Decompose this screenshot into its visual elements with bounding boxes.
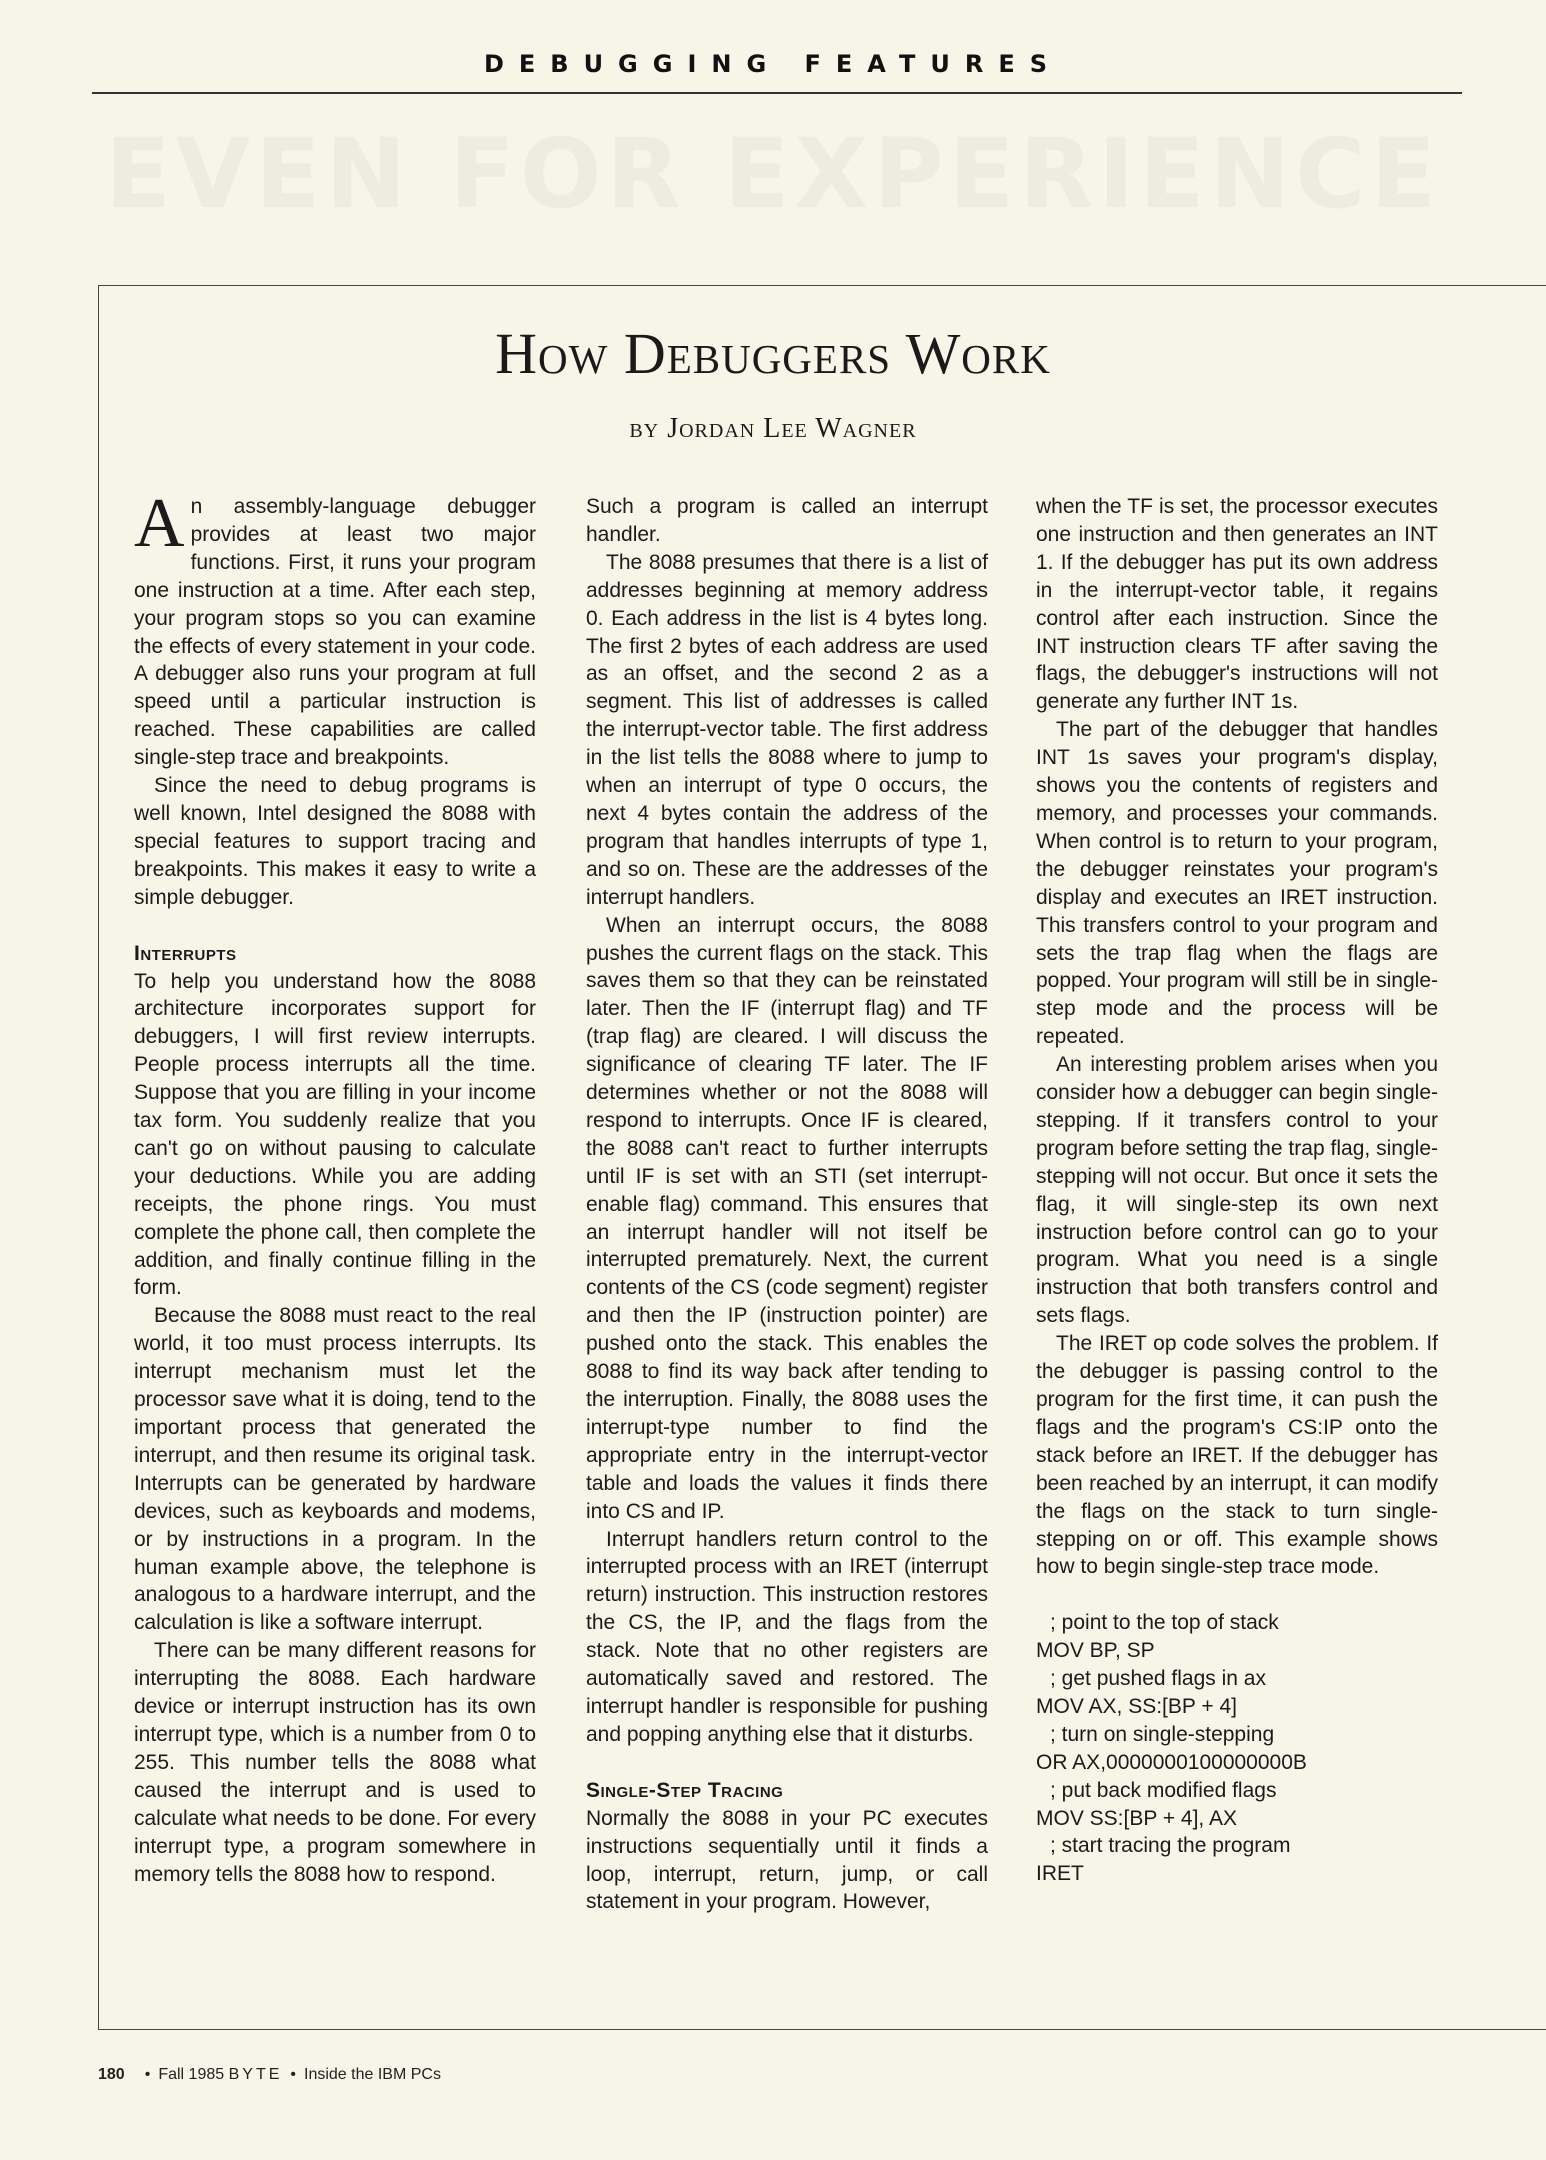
code-comment: ; get pushed flags in ax (1050, 1667, 1266, 1691)
text-column-1 (134, 485, 536, 1888)
paragraph: when the TF is set, the processor executes one instruction and then generates an INT 1. If the debugger has put its own address in the interrupt-vector table, it regains control after each instruction. Since the INT instruction clears TF after saving the flags, the debugger's instructions will not generate any further INT 1s. (1036, 495, 1438, 714)
kicker-rule (92, 92, 1462, 94)
footer-bullet: • (290, 2066, 296, 2083)
issue-date: Fall 1985 (158, 2066, 225, 2083)
code-line: IRET (1036, 1862, 1084, 1886)
ghost-bleed-through-text: EVEN FOR EXPERIENCE (105, 118, 1441, 230)
code-listing (1036, 1609, 1438, 1888)
paragraph: There can be many different reasons for interrupting the 8088. Each hardware device or interrupt instruction has its own interrupt type, which is a number from 0 to 255. This number tells the 8088 what caused the interrupt and is used to calculate what needs to be done. For every interrupt type, a program somewhere in memory tells the 8088 how to respond. (134, 1639, 536, 1886)
paragraph: To help you understand how the 8088 architecture incorporates support for debuggers, I will first review interrupts. People process interrupts all the time. Suppose that you are filling in your income tax form. You suddenly realize that you can't go on without pausing to calculate your deductions. While you are adding receipts, the phone rings. You must complete the phone call, then complete the addition, and finally continue filling in the form. (134, 969, 536, 1300)
text-column-2 (586, 493, 988, 1916)
page-footer (98, 2066, 441, 2084)
paragraph (134, 485, 536, 772)
paragraph: The 8088 presumes that there is a list of addresses beginning at memory address 0. Each address in the list is 4 bytes long. The first 2 bytes of each address are used as an offset, and the second 2 as a segment. This list of addresses is called the interrupt-vector table. The first address in the list tells the 8088 where to jump to when an interrupt of type 0 occurs, the next 4 bytes contain the address of the program that handles interrupts of type 1, and so on. These are the addresses of the interrupt handlers. (586, 550, 988, 909)
code-comment: ; start tracing the program (1050, 1834, 1291, 1858)
code-comment: ; turn on single-stepping (1050, 1722, 1275, 1746)
page-number: 180 (98, 2066, 125, 2083)
code-comment: ; point to the top of stack (1050, 1611, 1279, 1635)
paragraph-text: n assembly-language debugger provides at least two major functions. First, it runs your program one instruction at a time. After each step, your program stops so you can examine the effects of every statement in your code. A debugger also runs your program at full speed until a particular instruction is reached. These capabilities are called single-step trace and breakpoints. (134, 495, 536, 770)
issue-section: Inside the IBM PCs (304, 2066, 441, 2083)
article-title: How Debuggers Work (495, 321, 1051, 386)
code-comment: ; put back modified flags (1050, 1778, 1277, 1802)
section-heading-single-step-tracing: Single-Step Tracing (586, 1778, 784, 1802)
paragraph: Normally the 8088 in your PC executes instructions sequentially until it finds a loop, interrupt, return, jump, or call statement in your program. However, (586, 1806, 988, 1914)
paragraph: Interrupt handlers return control to the interrupted process with an IRET (interrupt return) instruction. This instruction restores the CS, the IP, and the flags from the stack. Note that no other registers are automatically saved and restored. The interrupt handler is responsible for pushing and popping anything else that it disturbs. (586, 1527, 988, 1746)
text-column-3 (1036, 493, 1438, 1888)
paragraph: Because the 8088 must react to the real world, it too must process interrupts. Its interrupt mechanism must let the processor save what it is doing, tend to the important process that generated the interrupt, and then resume its original task. Interrupts can be generated by hardware devices, such as keyboards and modems, or by instructions in a program. In the human example above, the telephone is analogous to a hardware interrupt, and the calculation is like a software interrupt. (134, 1304, 536, 1635)
paragraph: When an interrupt occurs, the 8088 pushes the current flags on the stack. This saves them so that they can be reinstated later. Then the IF (interrupt flag) and TF (trap flag) are cleared. I will discuss the significance of clearing TF later. The IF determines whether or not the 8088 will respond to interrupts. Once IF is cleared, the 8088 can't react to further interrupts until IF is set with an STI (set interrupt-enable flag) command. This ensures that an interrupt handler will not itself be interrupted prematurely. Next, the current contents of the CS (code segment) register and then the IP (instruction pointer) are pushed onto the stack. This enables the 8088 to find its way back after tending to the interruption. Finally, the 8088 uses the interrupt-type number to find the appropriate entry in the interrupt-vector table and loads the values it finds there into CS and IP. (586, 913, 988, 1523)
paragraph: Such a program is called an interrupt handler. (586, 495, 988, 546)
section-kicker: DEBUGGING FEATURES (483, 50, 1063, 78)
code-line: MOV BP, SP (1036, 1639, 1155, 1663)
paragraph: Since the need to debug programs is well known, Intel designed the 8088 with special features to support tracing and breakpoints. This makes it easy to write a simple debugger. (134, 774, 536, 909)
footer-bullet: • (144, 2066, 151, 2083)
paragraph: An interesting problem arises when you consider how a debugger can begin single-stepping. If it transfers control to your program before setting the trap flag, single-stepping will not occur. But once it sets the flag, it will single-step its own next instruction before control can go to your program. What you need is a single instruction that both transfers control and sets flags. (1036, 1053, 1438, 1328)
paragraph: The IRET op code solves the problem. If the debugger is passing control to the program for the first time, it can push the flags and the program's CS:IP onto the stack before an IRET. If the debugger has been reached by an interrupt, it can modify the flags on the stack to turn single-stepping on or off. This example shows how to begin single-step trace mode. (1036, 1332, 1438, 1579)
code-line: OR AX,0000000100000000B (1036, 1750, 1307, 1774)
code-line: MOV SS:[BP + 4], AX (1036, 1806, 1237, 1830)
drop-cap: A (134, 485, 185, 562)
section-heading-interrupts: Interrupts (134, 941, 237, 965)
article-byline: by Jordan Lee Wagner (629, 413, 917, 444)
code-line: MOV AX, SS:[BP + 4] (1036, 1694, 1237, 1718)
magazine-name: BYTE (228, 2066, 283, 2083)
paragraph: The part of the debugger that handles INT 1s saves your program's display, shows you the contents of registers and memory, and processes your commands. When control is to return to your program, the debugger reinstates your program's display and executes an IRET instruction. This transfers control to your program and sets the trap flag when the flags are popped. Your program will still be in single-step mode and the process will be repeated. (1036, 718, 1438, 1049)
